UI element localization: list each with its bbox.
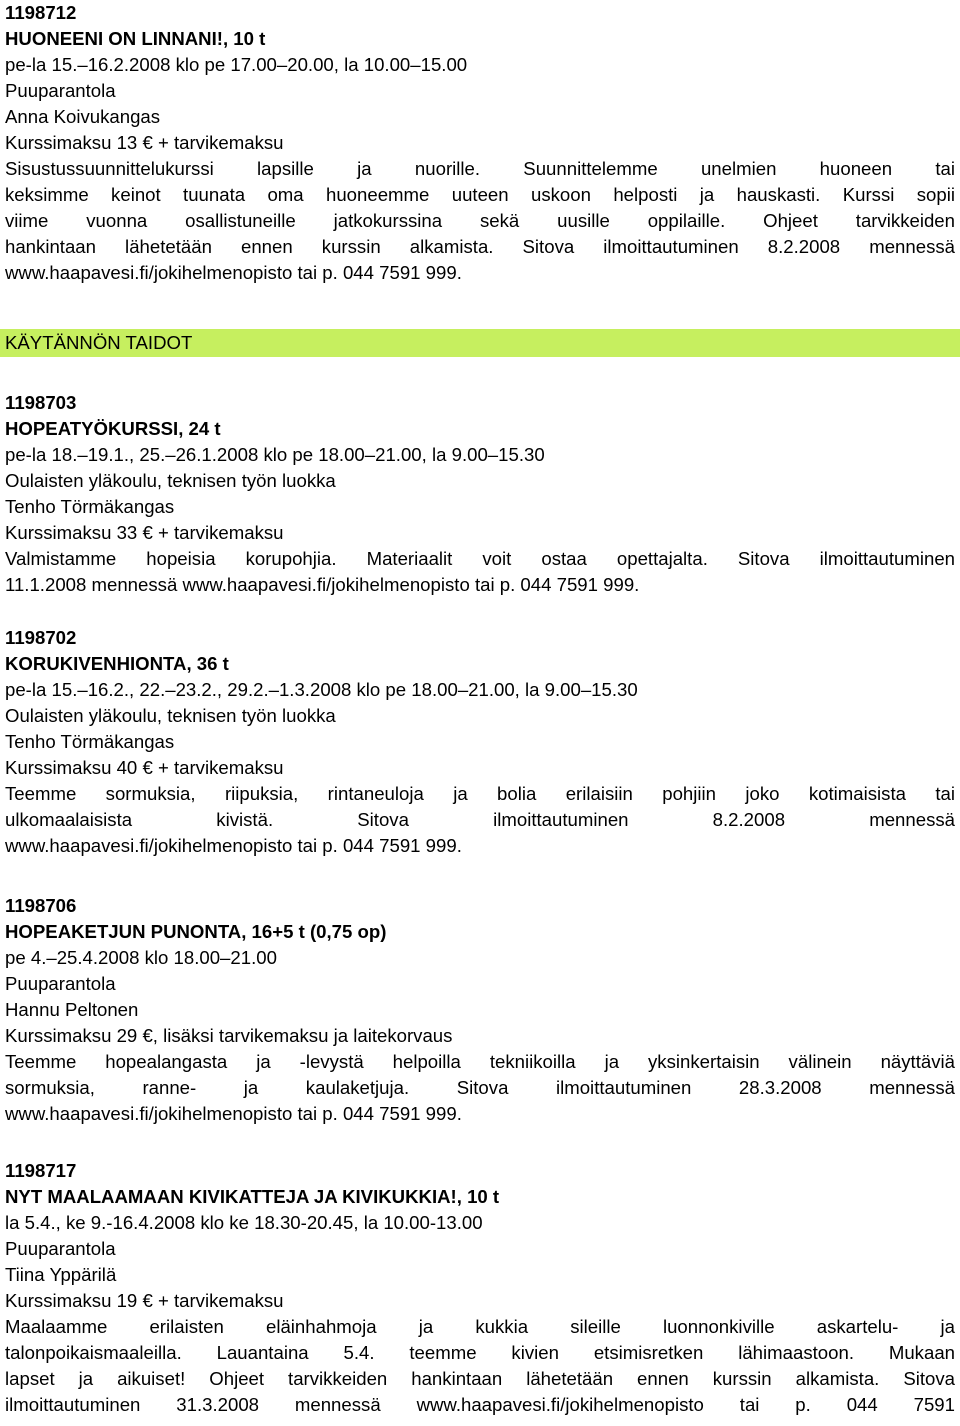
course-description-line: hankintaan lähetetään ennen kurssin alkamista. Sitova ilmoittautuminen 8.2.2008 mennessä: [5, 236, 955, 257]
course-fee: Kurssimaksu 29 €, lisäksi tarvikemaksu ja laitekorvaus: [5, 1025, 453, 1046]
course-description-line: talonpoikaismaaleilla. Lauantaina 5.4. teemme kivien etsimisretken lähimaastoon. Mukaan: [5, 1342, 955, 1363]
course-description-line: www.haapavesi.fi/jokihelmenopisto tai p. 044 7591 999.: [5, 835, 462, 856]
course-schedule: pe-la 18.–19.1., 25.–26.1.2008 klo pe 18.00–21.00, la 9.00–15.30: [5, 444, 545, 465]
course-title: HOPEATYÖKURSSI, 24 t: [5, 418, 221, 439]
course-schedule: la 5.4., ke 9.-16.4.2008 klo ke 18.30-20.45, la 10.00-13.00: [5, 1212, 483, 1233]
course-description-line: viime vuonna osallistuneille jatkokurssina sekä uusille oppilaille. Ohjeet tarvikkeiden: [5, 210, 955, 231]
course-description-line: Valmistamme hopeisia korupohjia. Materiaalit voit ostaa opettajalta. Sitova ilmoittautuminen: [5, 548, 955, 569]
section-heading: KÄYTÄNNÖN TAIDOT: [5, 332, 193, 353]
course-description-line: Teemme hopealangasta ja -levystä helpoilla tekniikoilla ja yksinkertaisin välinein näyttäviä: [5, 1051, 955, 1072]
course-location: Oulaisten yläkoulu, teknisen työn luokka: [5, 705, 336, 726]
course-teacher: Tenho Törmäkangas: [5, 731, 175, 752]
course-location: Puuparantola: [5, 1238, 116, 1259]
course-location: Oulaisten yläkoulu, teknisen työn luokka: [5, 470, 336, 491]
course-code: 1198702: [5, 627, 77, 648]
course-description-line: sormuksia, ranne- ja kaulaketjuja. Sitova ilmoittautuminen 28.3.2008 mennessä: [5, 1077, 955, 1098]
course-description-line: ulkomaalaisista kivistä. Sitova ilmoittautuminen 8.2.2008 mennessä: [5, 809, 955, 830]
course-code: 1198706: [5, 895, 77, 916]
course-fee: Kurssimaksu 40 € + tarvikemaksu: [5, 757, 284, 778]
course-description-line: keksimme keinot tuunata oma huoneemme uuteen uskoon helposti ja hauskasti. Kurssi sopii: [5, 184, 955, 205]
course-teacher: Anna Koivukangas: [5, 106, 161, 127]
course-description-line: ilmoittautuminen 31.3.2008 mennessä www.haapavesi.fi/jokihelmenopisto tai p. 044 7591: [5, 1394, 955, 1415]
course-code: 1198717: [5, 1160, 77, 1181]
course-schedule: pe-la 15.–16.2., 22.–23.2., 29.2.–1.3.2008 klo pe 18.00–21.00, la 9.00–15.30: [5, 679, 638, 700]
course-location: Puuparantola: [5, 80, 116, 101]
course-description-line: 11.1.2008 mennessä www.haapavesi.fi/jokihelmenopisto tai p. 044 7591 999.: [5, 574, 640, 595]
course-teacher: Tiina Yppärilä: [5, 1264, 117, 1285]
course-title: HUONEENI ON LINNANI!, 10 t: [5, 28, 266, 49]
course-description-line: Maalaamme erilaisten eläinhahmoja ja kukkia sileille luonnonkiville askartelu- ja: [5, 1316, 955, 1337]
course-location: Puuparantola: [5, 973, 116, 994]
course-description-line: Teemme sormuksia, riipuksia, rintaneuloja ja bolia erilaisiin pohjiin joko kotimaisista tai: [5, 783, 955, 804]
course-schedule: pe-la 15.–16.2.2008 klo pe 17.00–20.00, la 10.00–15.00: [5, 54, 468, 75]
course-fee: Kurssimaksu 19 € + tarvikemaksu: [5, 1290, 284, 1311]
course-teacher: Tenho Törmäkangas: [5, 496, 175, 517]
course-title: NYT MAALAAMAAN KIVIKATTEJA JA KIVIKUKKIA!, 10 t: [5, 1186, 500, 1207]
course-title: KORUKIVENHIONTA, 36 t: [5, 653, 229, 674]
course-fee: Kurssimaksu 33 € + tarvikemaksu: [5, 522, 284, 543]
course-description-line: lapset ja aikuiset! Ohjeet tarvikkeiden hankintaan lähetetään ennen kurssin alkamista. Sitova: [5, 1368, 955, 1389]
course-code: 1198712: [5, 2, 77, 23]
course-description-line: www.haapavesi.fi/jokihelmenopisto tai p. 044 7591 999.: [5, 262, 462, 283]
course-description-line: www.haapavesi.fi/jokihelmenopisto tai p. 044 7591 999.: [5, 1103, 462, 1124]
course-teacher: Hannu Peltonen: [5, 999, 139, 1020]
course-title: HOPEAKETJUN PUNONTA, 16+5 t (0,75 op): [5, 921, 387, 942]
course-description-line: Sisustussuunnittelukurssi lapsille ja nuorille. Suunnittelemme unelmien huoneen tai: [5, 158, 955, 179]
course-schedule: pe 4.–25.4.2008 klo 18.00–21.00: [5, 947, 277, 968]
course-fee: Kurssimaksu 13 € + tarvikemaksu: [5, 132, 284, 153]
course-code: 1198703: [5, 392, 77, 413]
